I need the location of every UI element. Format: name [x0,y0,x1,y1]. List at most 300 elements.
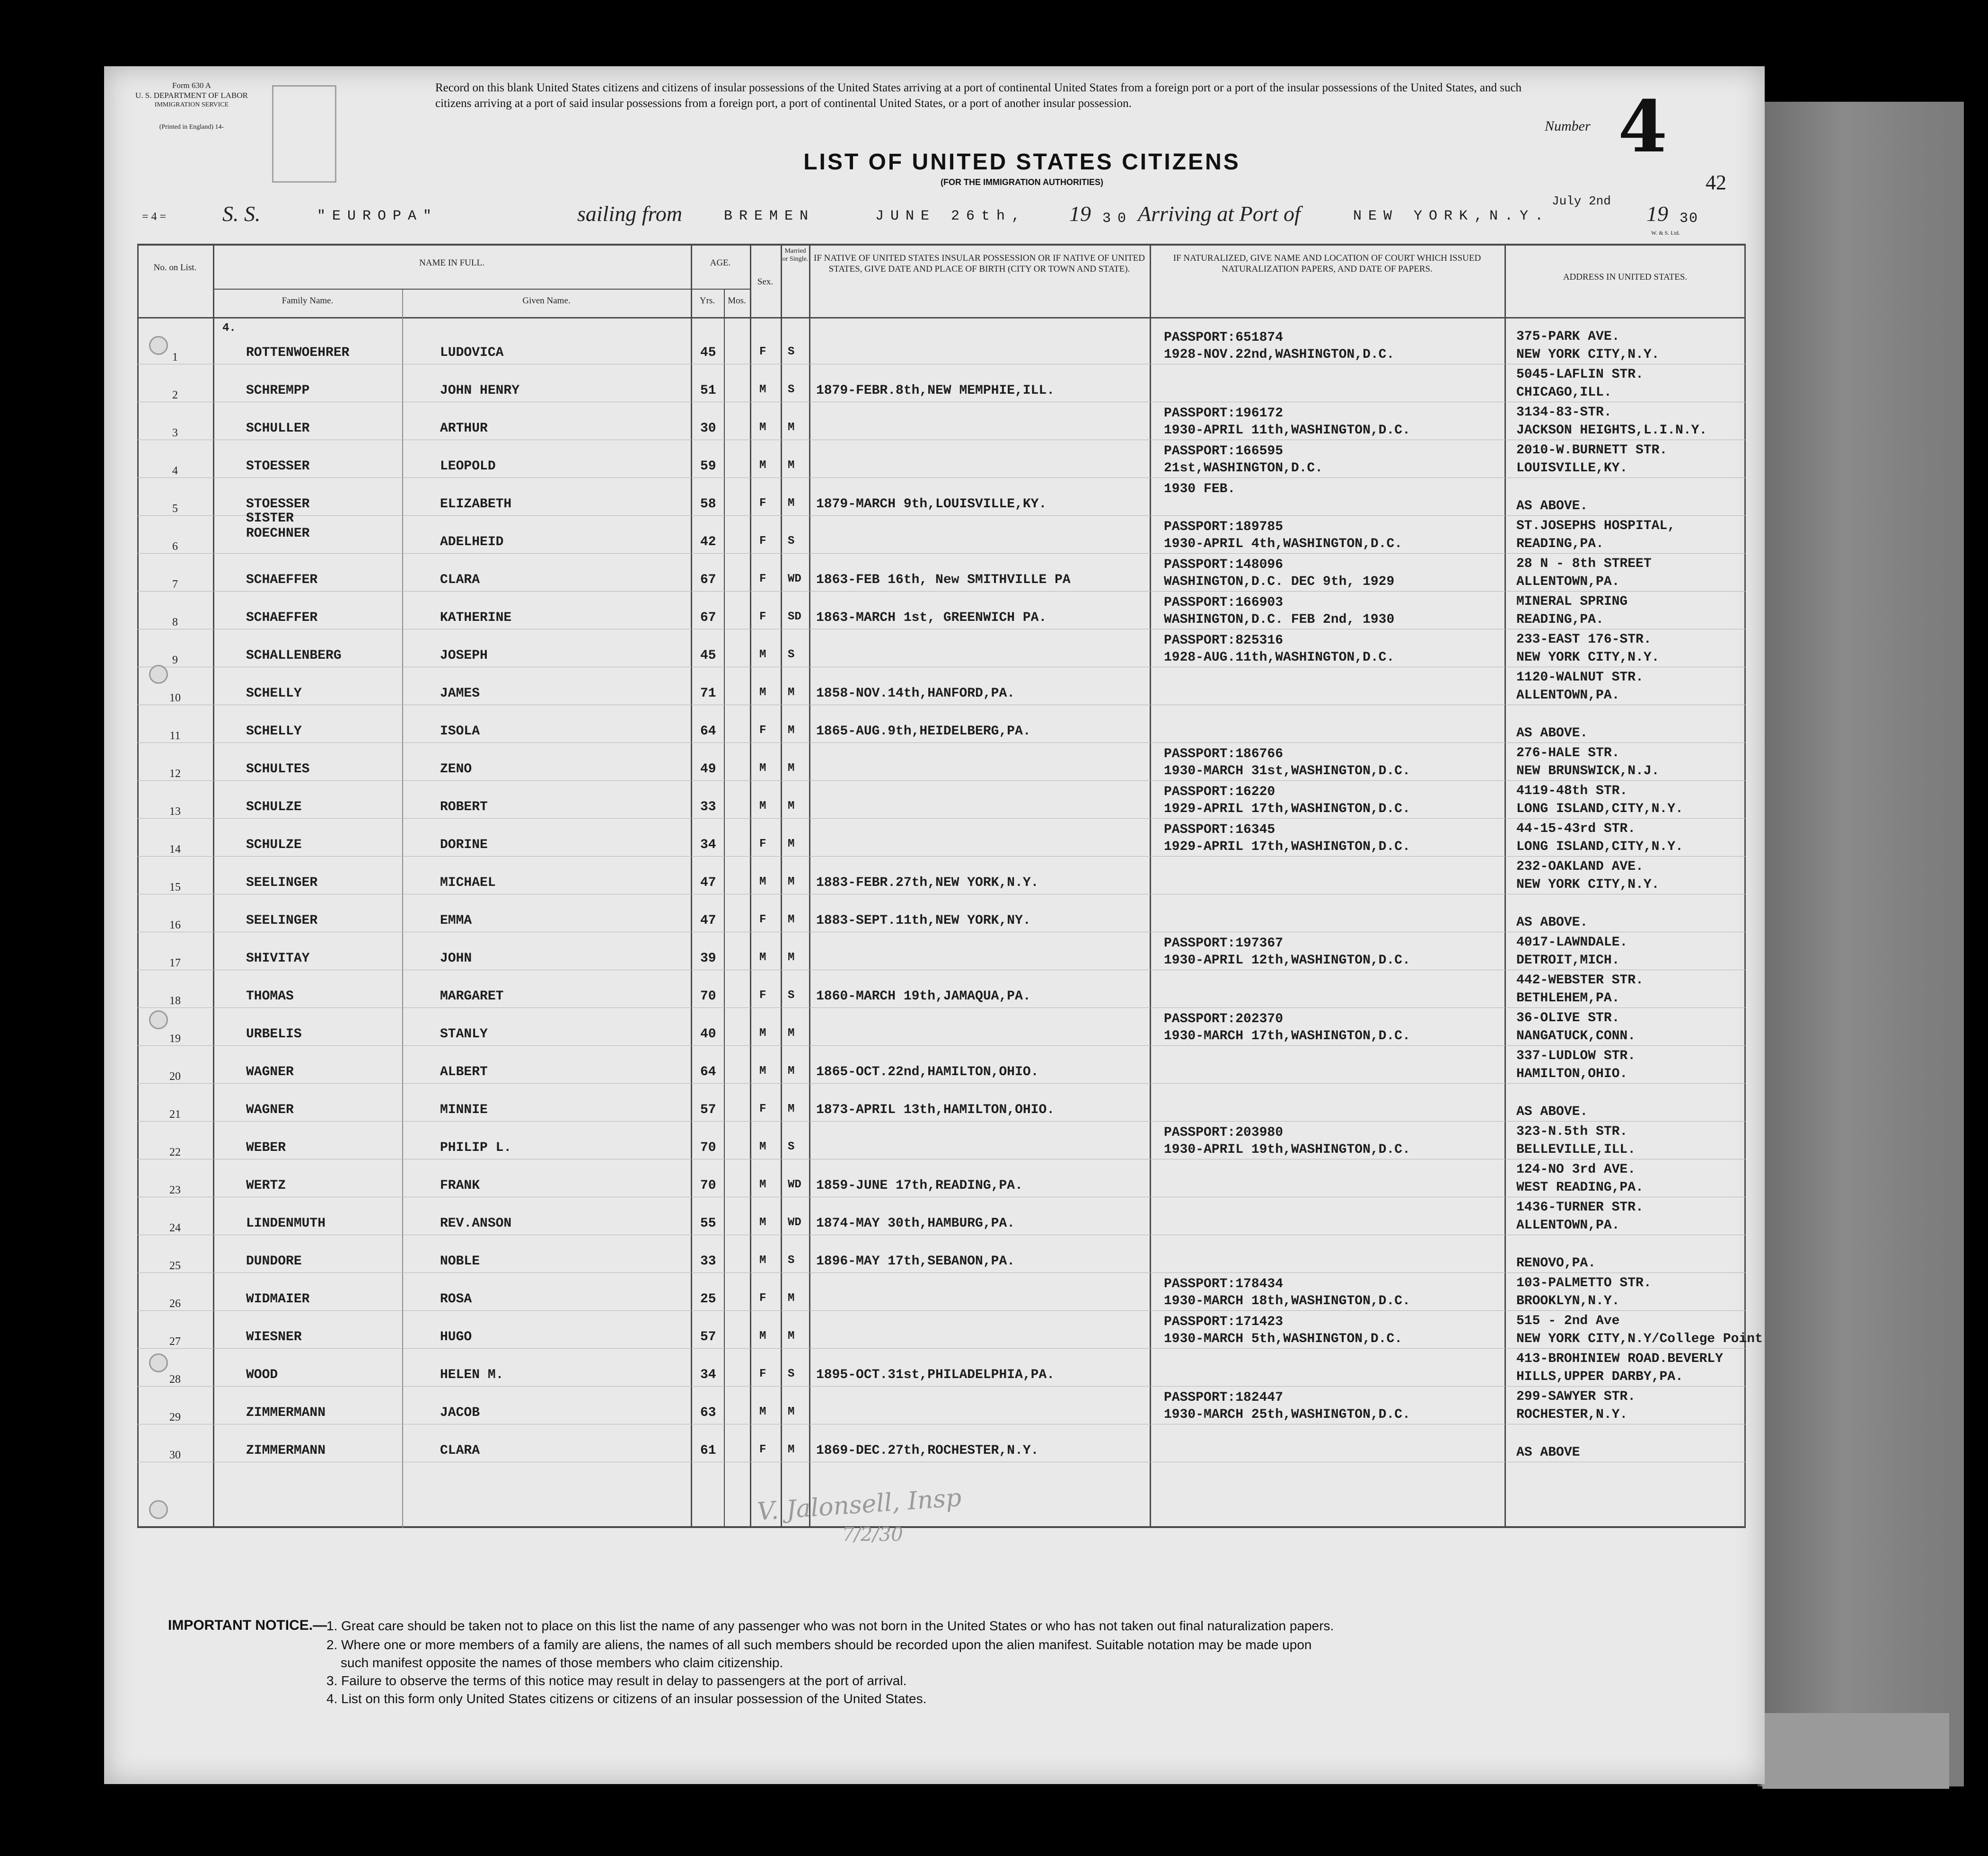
marital-status: M [788,497,795,510]
address-line-1: 442-WEBSTER STR. [1516,973,1644,988]
marital-status: M [788,1330,795,1343]
sex: F [759,913,766,926]
naturalization-line-2: 1930-MARCH 31st,WASHINGTON,D.C. [1164,764,1410,778]
marital-status: M [788,1292,795,1305]
address-line-2: LONG ISLAND,CITY,N.Y. [1516,840,1683,854]
naturalization-line-1: PASSPORT:196172 [1164,406,1284,421]
row-number: 23 [169,1184,181,1196]
sex: M [759,951,766,964]
naturalization-line-1: PASSPORT:825316 [1164,633,1284,648]
header-mark: 4. [222,322,236,335]
table-row [137,327,1746,364]
sex: M [759,1027,766,1040]
birth-date-place: 1874-MAY 30th,HAMBURG,PA. [816,1216,1015,1231]
given-name: LEOPOLD [440,459,496,474]
row-number: 8 [172,616,178,628]
naturalization-line-1: PASSPORT:178434 [1164,1277,1284,1291]
row-number: 2 [172,389,178,401]
family-name: DUNDORE [246,1254,302,1269]
address-line-2: BETHLEHEM,PA. [1516,991,1620,1006]
table-row [137,364,1746,402]
family-name: SEELINGER [246,913,318,928]
address-line-1: 276-HALE STR. [1516,746,1620,760]
birth-date-place: 1883-FEBR.27th,NEW YORK,N.Y. [816,875,1039,890]
form-department: U. S. DEPARTMENT OF LABOR [135,91,248,100]
sex: M [759,1140,766,1153]
sex: F [759,1443,766,1456]
naturalization-line-1: PASSPORT:202370 [1164,1012,1284,1026]
address-line-2: NANGATUCK,CONN. [1516,1029,1636,1043]
given-name: PHILIP L. [440,1140,512,1155]
table-row [137,705,1746,743]
row-number: 10 [169,692,181,704]
address-line-1: 1436-TURNER STR. [1516,1200,1644,1215]
address-line-1: 337-LUDLOW STR. [1516,1049,1636,1063]
age-years: 30 [700,421,716,436]
date-from: JUNE 26th, [875,208,1027,224]
row-number: 16 [169,919,181,931]
address-line-1: 2010-W.BURNETT STR. [1516,443,1668,458]
marital-status: M [788,1065,795,1078]
family-name: THOMAS [246,989,294,1004]
sex: F [759,345,766,358]
family-name: SCHULZE [246,800,302,814]
age-years: 67 [700,610,716,625]
table-row [137,667,1746,705]
number-value: 4 [1618,85,1668,168]
address-line-2: ALLENTOWN,PA. [1516,688,1620,703]
family-name: SCHAEFFER [246,573,318,587]
back-page [1758,102,1964,1786]
sex: M [759,1216,766,1229]
age-years: 55 [700,1216,716,1231]
address-line-2: NEW YORK CITY,N.Y. [1516,650,1660,665]
col-yrs: Yrs. [699,296,715,306]
form-id-block [118,80,265,132]
naturalization-line-2: WASHINGTON,D.C. FEB 2nd, 1930 [1164,612,1395,627]
marital-status: M [788,838,795,850]
table-row [137,970,1746,1008]
table-row [137,1273,1746,1311]
address-line-1: 4119-48th STR. [1516,784,1628,798]
sex: M [759,1065,766,1078]
age-years: 40 [700,1027,716,1042]
age-years: 33 [700,1254,716,1269]
row-number: 13 [169,805,181,818]
address-line-2: AS ABOVE. [1516,1105,1588,1119]
table-row [137,1159,1746,1197]
marital-status: M [788,1103,795,1115]
sex: F [759,838,766,850]
notice-item-3: 3. Failure to observe the terms of this notice may result in delay to passengers at the port of arrival. [326,1673,907,1688]
table-row [137,1311,1763,1349]
birth-date-place: 1879-MARCH 9th,LOUISVILLE,KY. [816,497,1047,512]
col-family-name: Family Name. [281,296,334,306]
birth-date-place: 1860-MARCH 19th,JAMAQUA,PA. [816,989,1031,1004]
form-printed: (Printed in England) 14- [159,124,224,131]
marital-status: S [788,535,795,548]
naturalization-line-1: 1930 FEB. [1164,482,1236,496]
birth-date-place: 1869-DEC.27th,ROCHESTER,N.Y. [816,1443,1039,1458]
address-line-2: ALLENTOWN,PA. [1516,1218,1620,1233]
age-years: 49 [700,762,716,777]
marital-status: M [788,951,795,964]
address-line-1: MINERAL SPRING [1516,594,1628,609]
notice-heading: IMPORTANT NOTICE.— [168,1617,327,1633]
naturalization-line-1: PASSPORT:171423 [1164,1315,1284,1329]
row-number: 1 [172,351,178,363]
table-row [137,1235,1746,1273]
naturalization-line-1: PASSPORT:166595 [1164,444,1284,459]
birth-date-place: 1865-OCT.22nd,HAMILTON,OHIO. [816,1065,1039,1079]
row-number: 9 [172,654,178,666]
row-number: 25 [169,1260,181,1272]
birth-date-place: 1858-NOV.14th,HANFORD,PA. [816,686,1015,701]
back-page-corner [1762,1713,1949,1789]
family-name: SHIVITAY [246,951,310,966]
address-line-2: CHICAGO,ILL. [1516,385,1612,400]
age-years: 47 [700,875,716,890]
family-name: LINDENMUTH [246,1216,326,1231]
address-line-1: 4017-LAWNDALE. [1516,935,1628,950]
table-row [137,1387,1746,1424]
sex: M [759,686,766,699]
naturalization-line-1: PASSPORT:651874 [1164,330,1284,345]
table-row [137,1046,1746,1084]
table-row [137,440,1746,478]
row-number: 19 [169,1033,181,1045]
year-prefix: 19 [1069,202,1091,226]
marital-status: S [788,383,795,396]
address-line-2: AS ABOVE. [1516,915,1588,930]
date-to: July 2nd [1552,194,1611,208]
family-name: SCHELLY [246,686,302,701]
sex: F [759,535,766,548]
punch-hole [149,665,168,684]
row-number: 11 [169,730,181,742]
given-name: REV.ANSON [440,1216,512,1231]
table-row [137,857,1746,894]
table-row [137,894,1746,932]
age-years: 39 [700,951,716,966]
naturalization-line-1: PASSPORT:197367 [1164,936,1284,951]
table-row [137,743,1746,781]
naturalization-line-1: PASSPORT:16345 [1164,822,1275,837]
row-number: 27 [169,1335,181,1348]
age-years: 45 [700,345,716,360]
marital-status: WD [788,573,801,585]
given-name: KATHERINE [440,610,512,625]
age-years: 70 [700,989,716,1004]
family-name: ZIMMERMANN [246,1443,326,1458]
address-line-1: 1120-WALNUT STR. [1516,670,1644,685]
marital-status: S [788,1368,795,1380]
family-name-prefix: SISTER [246,511,294,526]
birth-date-place: 1865-AUG.9th,HEIDELBERG,PA. [816,724,1031,739]
birth-date-place: 1879-FEBR.8th,NEW MEMPHIE,ILL. [816,383,1055,398]
row-number: 21 [169,1108,181,1121]
sex: M [759,1254,766,1267]
col-address: ADDRESS IN UNITED STATES. [1563,272,1688,282]
given-name: JOHN HENRY [440,383,520,398]
naturalization-line-1: PASSPORT:186766 [1164,747,1284,761]
address-line-2: HILLS,UPPER DARBY,PA. [1516,1370,1683,1384]
address-line-2: LOUISVILLE,KY. [1516,461,1628,476]
given-name: JACOB [440,1405,480,1420]
age-years: 63 [700,1405,716,1420]
address-line-2: HAMILTON,OHIO. [1516,1067,1628,1081]
given-name: MICHAEL [440,875,496,890]
margin-mark: = 4 = [142,211,167,223]
table-row [137,932,1746,970]
row-number: 28 [169,1373,181,1386]
naturalization-line-2: 1929-APRIL 17th,WASHINGTON,D.C. [1164,802,1410,816]
sex: F [759,989,766,1002]
age-years: 33 [700,800,716,814]
given-name: ROBERT [440,800,488,814]
naturalization-line-2: 1928-AUG.11th,WASHINGTON,D.C. [1164,650,1395,665]
age-years: 47 [700,913,716,928]
manifest-sheet [104,66,1765,1784]
sex: M [759,1178,766,1191]
marital-status: M [788,800,795,813]
age-years: 70 [700,1178,716,1193]
naturalization-line-1: PASSPORT:16220 [1164,785,1275,799]
given-name: FRANK [440,1178,480,1193]
family-name: WIESNER [246,1330,302,1344]
address-line-2: DETROIT,MICH. [1516,953,1620,968]
address-line-1: 375-PARK AVE. [1516,329,1620,344]
age-years: 61 [700,1443,716,1458]
row-number: 15 [169,881,181,893]
row-number: 4 [172,465,178,477]
sailing-label: sailing from [577,202,682,226]
birth-date-place: 1883-SEPT.11th,NEW YORK,NY. [816,913,1031,928]
naturalization-line-2: 1930-APRIL 4th,WASHINGTON,D.C. [1164,537,1403,551]
table-row [137,781,1746,819]
year-from: 30 [1102,211,1133,227]
year-to: 30 [1680,211,1699,227]
row-number: 7 [172,578,178,591]
address-line-2: ROCHESTER,N.Y. [1516,1407,1628,1422]
notice-item-1: 1. Great care should be taken not to place on this list the name of any passenger who was not born in the United States or who has not taken out final naturalization papers. [326,1618,1334,1633]
address-line-2: READING,PA. [1516,537,1604,551]
age-years: 42 [700,535,716,549]
naturalization-line-2: 21st,WASHINGTON,D.C. [1164,461,1323,476]
printer-mark: W. & S. Ltd. [1651,230,1680,236]
given-name: ISOLA [440,724,480,739]
naturalization-line-2: 1930-APRIL 12th,WASHINGTON,D.C. [1164,953,1410,968]
given-name: MARGARET [440,989,504,1004]
naturalization-line-2: WASHINGTON,D.C. DEC 9th, 1929 [1164,574,1395,589]
naturalization-line-2: 1930-APRIL 11th,WASHINGTON,D.C. [1164,423,1410,438]
table-row [137,1084,1746,1122]
marital-status: S [788,648,795,661]
age-years: 25 [700,1292,716,1307]
address-line-1: ST.JOSEPHS HOSPITAL, [1516,519,1676,533]
notice-item-2b: such manifest opposite the names of those members who claim citizenship. [341,1655,783,1670]
sex: F [759,1292,766,1305]
given-name: CLARA [440,1443,480,1458]
page-title: LIST OF UNITED STATES CITIZENS [803,150,1240,175]
naturalization-line-1: PASSPORT:203980 [1164,1125,1284,1140]
sex: M [759,762,766,775]
sex: M [759,383,766,396]
col-given-name: Given Name. [522,296,571,306]
family-name: SCHREMPP [246,383,310,398]
sex: F [759,610,766,623]
marital-status: M [788,913,795,926]
table-row [137,478,1746,516]
year-to-prefix: 19 [1646,202,1668,226]
given-name: ELIZABETH [440,497,512,512]
naturalization-line-1: PASSPORT:189785 [1164,520,1284,534]
family-name: URBELIS [246,1027,302,1042]
punch-hole [149,1010,168,1029]
row-number: 5 [172,503,178,515]
notice-item-4: 4. List on this form only United States citizens or citizens of an insular possession of the United States. [326,1691,927,1706]
ship-name: "EUROPA" [317,208,439,224]
punch-hole [149,336,168,355]
age-years: 51 [700,383,716,398]
naturalization-line-2: 1930-MARCH 25th,WASHINGTON,D.C. [1164,1407,1410,1422]
address-line-1: 28 N - 8th STREET [1516,557,1652,571]
given-name: ADELHEID [440,535,504,549]
marital-status: S [788,989,795,1002]
table-row [137,819,1746,857]
age-years: 34 [700,838,716,852]
row-number: 12 [169,768,181,780]
col-birth: IF NATIVE OF UNITED STATES INSULAR POSSESSION OR IF NATIVE OF UNITED STATES, GIVE DATE AND PLACE OF BIRTH (CITY OR TOWN AND STATE). [814,253,1145,274]
address-line-2: BELLEVILLE,ILL. [1516,1142,1636,1157]
family-name: STOESSER [246,497,310,512]
birth-date-place: 1859-JUNE 17th,READING,PA. [816,1178,1023,1193]
birth-date-place: 1863-FEB 16th, New SMITHVILLE PA [816,573,1071,587]
family-name: SCHELLY [246,724,302,739]
marital-status: M [788,762,795,775]
naturalization-line-2: 1930-MARCH 17th,WASHINGTON,D.C. [1164,1029,1410,1043]
given-name: HELEN M. [440,1368,504,1382]
sex: M [759,800,766,813]
age-years: 59 [700,459,716,474]
col-name-in-full: NAME IN FULL. [419,258,484,268]
address-line-2: WEST READING,PA. [1516,1180,1644,1195]
form-instructions: Record on this blank United States citizens and citizens of insular possessions of the United States arriving at a port of continental United States from a foreign port or a port of the insular possessions of the United States, and such citizens arriving at a port of said insular possessions from a foreign port, a port of continental United States, or a port of another insular possession. [435,81,1522,110]
sex: F [759,573,766,585]
address-line-2: AS ABOVE. [1516,726,1588,741]
address-line-2: AS ABOVE. [1516,499,1588,513]
address-line-2: NEW YORK CITY,N.Y. [1516,347,1660,362]
given-name: DORINE [440,838,488,852]
sex: M [759,1330,766,1343]
marital-status: M [788,686,795,699]
family-name: WIDMAIER [246,1292,310,1307]
marital-status: SD [788,610,801,623]
table-row [137,1349,1746,1387]
family-name: SCHAEFFER [246,610,318,625]
birth-date-place: 1895-OCT.31st,PHILADELPHIA,PA. [816,1368,1055,1382]
naturalization-line-2: 1928-NOV.22nd,WASHINGTON,D.C. [1164,347,1395,362]
family-name: SEELINGER [246,875,318,890]
page-subtitle: (FOR THE IMMIGRATION AUTHORITIES) [941,177,1103,187]
given-name: ROSA [440,1292,472,1307]
address-line-1: 36-OLIVE STR. [1516,1011,1620,1025]
given-name: ZENO [440,762,472,777]
marital-status: WD [788,1216,801,1229]
sex: M [759,875,766,888]
notice-item-2: 2. Where one or more members of a family are aliens, the names of all such members should be recorded upon the alien manifest. Suitable notation may be made upon [326,1637,1312,1652]
given-name: ALBERT [440,1065,488,1079]
marital-status: M [788,1443,795,1456]
age-years: 67 [700,573,716,587]
table-body [137,327,1763,1526]
age-years: 57 [700,1330,716,1344]
sex: F [759,1103,766,1115]
address-line-1: 124-NO 3rd AVE. [1516,1162,1636,1177]
punch-hole [149,1500,168,1519]
col-married: Married or Single. [782,247,809,263]
marital-status: WD [788,1178,801,1191]
inspector-date: 7/2/30 [842,1524,903,1546]
table-row [137,402,1746,440]
given-name: EMMA [440,913,472,928]
address-line-2: LONG ISLAND,CITY,N.Y. [1516,802,1683,816]
marital-status: S [788,1140,795,1153]
age-years: 64 [700,1065,716,1079]
marital-status: M [788,875,795,888]
address-line-2: ALLENTOWN,PA. [1516,574,1620,589]
address-line-2: NEW YORK CITY,N.Y. [1516,877,1660,892]
port-to: NEW YORK,N.Y. [1353,208,1550,224]
table-row [137,554,1746,592]
family-name: STOESSER [246,459,310,474]
sex: F [759,1368,766,1380]
col-age: AGE. [710,258,731,268]
inspector-signature: V. Jalonsell, Insp [756,1483,963,1527]
table-row [137,629,1746,667]
passenger-table [137,244,1763,1529]
address-line-2: AS ABOVE [1516,1445,1580,1460]
age-years: 57 [700,1103,716,1117]
sex: M [759,459,766,472]
address-line-2: BROOKLYN,N.Y. [1516,1294,1620,1308]
row-number: 26 [169,1298,181,1310]
age-years: 64 [700,724,716,739]
row-number: 6 [172,540,178,553]
address-line-1: 233-EAST 176-STR. [1516,632,1652,647]
table-row [137,1197,1746,1235]
row-number: 18 [169,995,181,1007]
ss-label: S. S. [222,202,261,226]
given-name: CLARA [440,573,480,587]
family-name: WERTZ [246,1178,286,1193]
col-mos: Mos. [728,296,746,306]
address-line-2: NEW BRUNSWICK,N.J. [1516,764,1660,778]
family-name: ROTTENWOEHRER [246,345,350,360]
naturalization-line-1: PASSPORT:166903 [1164,595,1284,610]
arriving-label: Arriving at Port of [1138,202,1301,226]
family-name: SCHULTES [246,762,310,777]
address-line-1: 44-15-43rd STR. [1516,822,1636,836]
age-years: 70 [700,1140,716,1155]
form-service: IMMIGRATION SERVICE [154,101,229,108]
port-from: BREMEN [724,208,815,224]
number-label: Number [1545,118,1591,134]
given-name: JOSEPH [440,648,488,663]
age-years: 45 [700,648,716,663]
family-name: SCHULLER [246,421,310,436]
marital-status: M [788,1405,795,1418]
